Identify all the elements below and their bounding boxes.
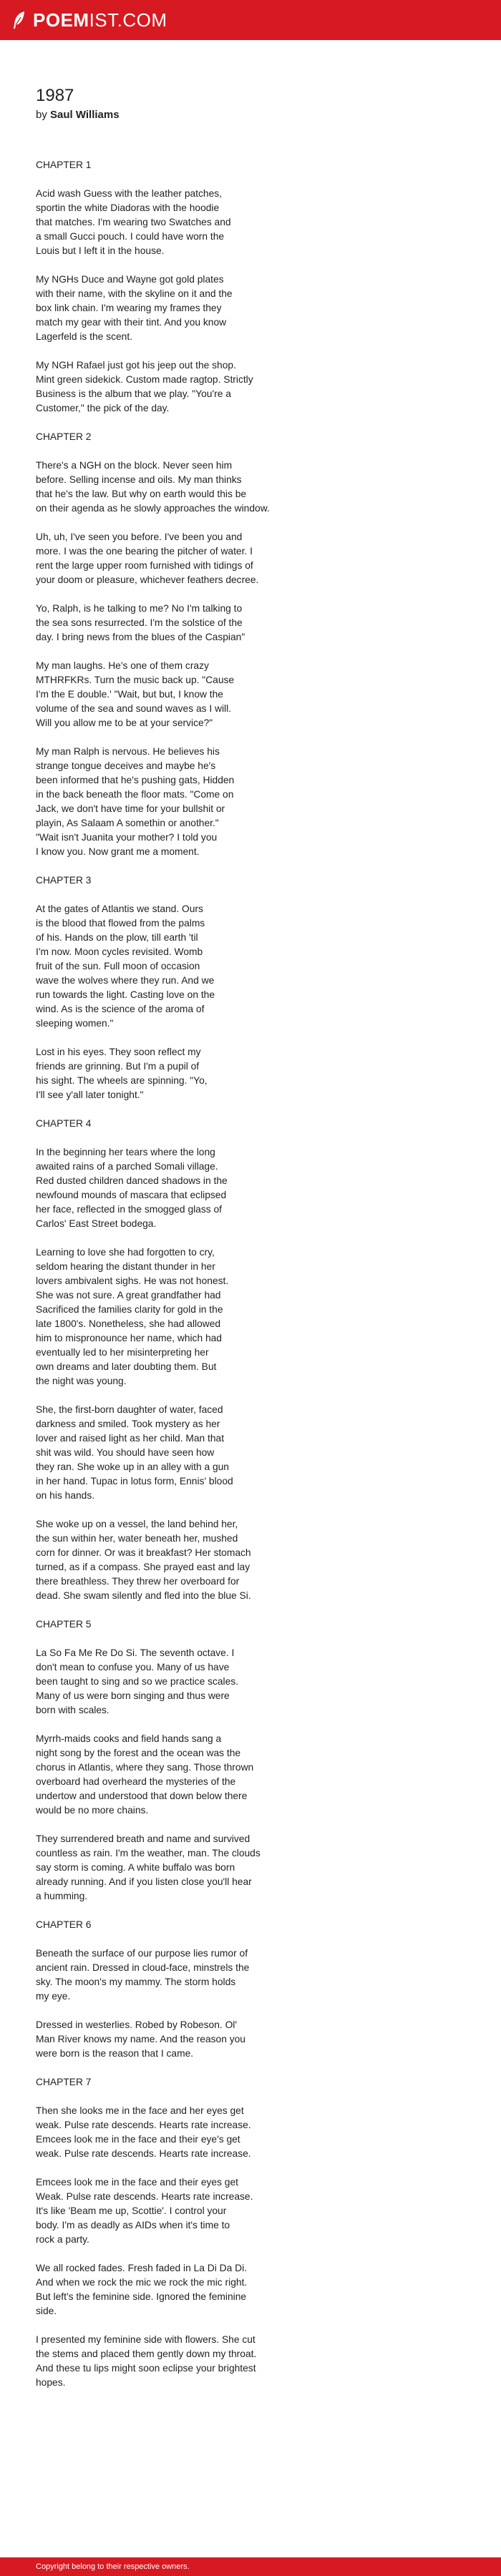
poem-content	[36, 86, 480, 2404]
poem-stanza: CHAPTER 6	[36, 1919, 92, 1930]
poem-stanza: Emcees look me in the face and their eyes get Weak. Pulse rate descends. Hearts rate increase. It's like 'Beam me up, Scottie'. I control your body. I'm as deadly as AIDs when it's time to rock a party.	[36, 2177, 253, 2245]
poem-stanza: My NGHs Duce and Wayne got gold plates with their name, with the skyline on it and the box link chain. I'm wearing my frames they match my gear with their tint. And you know Lagerfeld is the scent.	[36, 274, 233, 342]
poem-stanza: CHAPTER 1	[36, 160, 92, 170]
poem-stanza: Lost in his eyes. They soon reflect my friends are grinning. But I'm a pupil of his sight. The wheels are spinning. "Yo, I'll see y'all later tonight."	[36, 1047, 208, 1100]
author-link[interactable]: Saul Williams	[50, 109, 120, 121]
logo-text-light: IST.COM	[89, 9, 167, 31]
footer-bar	[0, 2557, 501, 2576]
feather-icon	[11, 10, 27, 30]
poem-body	[36, 158, 480, 2390]
poem-stanza: Learning to love she had forgotten to cry, seldom hearing the distant thunder in her lovers ambivalent sighs. He was not honest. She was not sure. A great grandfather had Sacrificed the families clarity for gold in the late 1800's. Nonetheless, she had allowed him to mispronounce her name, which had eventually led to her misinterpreting her own dreams and later doubting them. But the night was young.	[36, 1247, 229, 1386]
byline	[36, 109, 480, 121]
poem-stanza: My NGH Rafael just got his jeep out the shop. Mint green sidekick. Custom made ragtop. Strictly Business is the album that we play. "You're a Customer," the pick of the day.	[36, 360, 253, 413]
logo-text-bold: POEM	[33, 9, 89, 31]
poem-stanza: CHAPTER 7	[36, 2077, 92, 2087]
poem-stanza: She, the first-born daughter of water, faced darkness and smiled. Took mystery as her lover and raised light as her child. Man that shit was wild. You should have seen how they ran. She woke up in an alley with a gun in her hand. Tupac in lotus form, Ennis' blood on his hands.	[36, 1404, 233, 1501]
poem-stanza: CHAPTER 2	[36, 431, 92, 442]
poem-stanza: My man laughs. He's one of them crazy MTHRFKRs. Turn the music back up. "Cause I'm the E double.' "Wait, but but, I know the volume of the sea and sound waves as I will. Will you allow me to be at your service?"	[36, 660, 235, 728]
poem-stanza: In the beginning her tears where the long awaited rains of a parched Somali village. Red dusted children danced shadows in the newfound mounds of mascara that eclipsed her face, reflected in the smogged glass of Carlos' East Street bodega.	[36, 1147, 228, 1229]
top-bar	[0, 0, 501, 40]
poem-stanza: Then she looks me in the face and her eyes get weak. Pulse rate descends. Hearts rate increase. Emcees look me in the face and their eye's get weak. Pulse rate descends. Hearts rate increase.	[36, 2105, 251, 2159]
poem-stanza: At the gates of Atlantis we stand. Ours is the blood that flowed from the palms of his. Hands on the plow, till earth 'til I'm now. Moon cycles revisited. Womb fruit of the sun. Full moon of occasion wave the wolves where they run. And we run towards the light. Casting love on the wind. As is the science of the aroma of sleeping women."	[36, 903, 215, 1029]
poem-title: 1987	[36, 86, 74, 105]
poem-stanza: La So Fa Me Re Do Si. The seventh octave. I don't mean to confuse you. Many of us have been taught to sing and so we practice scales. Many of us were born singing and thus were born with scales.	[36, 1647, 239, 1715]
poem-stanza: Acid wash Guess with the leather patches, sportin the white Diadoras with the hoodie that matches. I'm wearing two Swatches and a small Gucci pouch. I could have worn the Louis but I left it in the house.	[36, 188, 231, 256]
poem-stanza: There's a NGH on the block. Never seen him before. Selling incense and oils. My man thinks that he's the law. But why on earth would this be on their agenda as he slowly approaches the window.	[36, 460, 270, 514]
poem-stanza: Myrrh-maids cooks and field hands sang a night song by the forest and the ocean was the chorus in Atlantis, where they sang. Those thrown overboard had overheard the mysteries of the undertow and understood that down below there would be no more chains.	[36, 1733, 254, 1816]
poem-stanza: Beneath the surface of our purpose lies rumor of ancient rain. Dressed in cloud-face, minstrels the sky. The moon's my mammy. The storm holds my eye.	[36, 1948, 250, 2002]
poem-stanza: CHAPTER 3	[36, 875, 92, 886]
poem-stanza: CHAPTER 5	[36, 1619, 92, 1630]
poem-stanza: CHAPTER 4	[36, 1118, 92, 1129]
poem-stanza: My man Ralph is nervous. He believes his strange tongue deceives and maybe he's been informed that he's pushing gats, Hidden in the back beneath the floor mats. "Come on Jack, we don't have time for your bullshit or playin, As Salaam A somethin or another." "Wait isn't Juanita your mother? I told you I know you. Now grant me a moment.	[36, 746, 235, 857]
poem-stanza: We all rocked fades. Fresh faded in La Di Da Di. And when we rock the mic we rock the mic right. But left's the feminine side. Ignored the feminine side.	[36, 2263, 248, 2316]
by-label: by	[36, 109, 47, 121]
poem-stanza: Dressed in westerlies. Robed by Robeson. Ol' Man River knows my name. And the reason you were born is the reason that I came.	[36, 2019, 245, 2059]
poem-stanza: Uh, uh, I've seen you before. I've been you and more. I was the one bearing the pitcher of water. I rent the large upper room furnished with tidings of your doom or pleasure, whichever feathers decree.	[36, 532, 259, 585]
poem-stanza: Yo, Ralph, is he talking to me? No I'm talking to the sea sons resurrected. I'm the solstice of the day. I bring news from the blues of the Caspian"	[36, 603, 245, 642]
poem-stanza: She woke up on a vessel, the land behind her, the sun within her, water beneath her, mushed corn for dinner. Or was it breakfast? Her stomach turned, as if a compass. She prayed east and lay there breathless. They threw her overboard for dead. She swam silently and fled into the blue Si.	[36, 1519, 251, 1601]
copyright-text: Copyright belong to their respective owners.	[36, 2562, 190, 2571]
poem-stanza: I presented my feminine side with flowers. She cut the stems and placed them gently down my throat. And these tu lips might soon eclipse your brightest hopes.	[36, 2334, 257, 2388]
site-logo[interactable]	[11, 9, 167, 31]
poem-stanza: They surrendered breath and name and survived countless as rain. I'm the weather, man. The clouds say storm is coming. A white buffalo was born already running. And if you listen close you'll hear a humming.	[36, 1833, 261, 1901]
